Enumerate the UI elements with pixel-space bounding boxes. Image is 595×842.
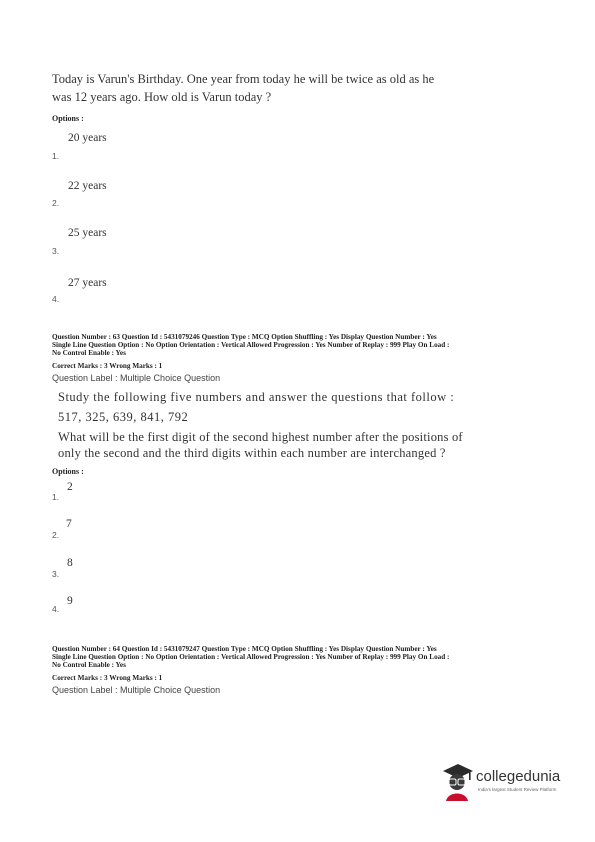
option-value: 22 years [68, 180, 107, 192]
option-value: 2 [67, 481, 73, 493]
option-number: 2. [52, 530, 60, 540]
question-64-meta-line2: Single Line Question Option : No Option Orientation : Vertical Allowed Progression : Yes Number of Replay : 999 Play On Load : [52, 653, 450, 661]
question-63-meta-line3: No Control Enable : Yes [52, 349, 126, 357]
question-63-text-line3: What will be the first digit of the second highest number after the positions of [58, 430, 463, 444]
question-63-text-line4: only the second and the third digits within each number are interchanged ? [58, 446, 446, 460]
option-value: 27 years [68, 277, 107, 289]
question-62-text-line2: was 12 years ago. How old is Varun today ? [52, 90, 272, 104]
question-63-label: Question Label : Multiple Choice Question [52, 373, 221, 383]
question-63-meta-line1: Question Number : 63 Question Id : 5431079246 Question Type : MCQ Option Shuffling : Yes Display Question Number : Yes [52, 333, 437, 341]
question-64-marks: Correct Marks : 3 Wrong Marks : 1 [52, 674, 163, 682]
question-64-meta-line3: No Control Enable : Yes [52, 661, 126, 669]
question-64-label: Question Label : Multiple Choice Question [52, 685, 221, 695]
option-number: 1. [52, 151, 60, 161]
option-value: 7 [66, 518, 72, 530]
option-number: 4. [52, 604, 60, 614]
logo-name: collegedunia [476, 768, 561, 785]
option-value: 8 [67, 557, 73, 569]
option-value: 9 [67, 595, 73, 607]
option-number: 4. [52, 294, 60, 304]
question-62-text-line1: Today is Varun's Birthday. One year from today he will be twice as old as he [52, 72, 435, 86]
options-label: Options : [52, 467, 84, 476]
question-63-text-line1: Study the following five numbers and answer the questions that follow : [58, 390, 455, 404]
collegedunia-logo [440, 760, 560, 808]
graduate-mascot-icon [440, 762, 474, 806]
option-value: 25 years [68, 227, 107, 239]
question-63-numbers: 517, 325, 639, 841, 792 [58, 410, 189, 424]
option-number: 3. [52, 246, 60, 256]
option-number: 3. [52, 569, 60, 579]
question-64-meta-line1: Question Number : 64 Question Id : 5431079247 Question Type : MCQ Option Shuffling : Yes Display Question Number : Yes [52, 645, 437, 653]
option-number: 1. [52, 492, 60, 502]
question-63-meta-line2: Single Line Question Option : No Option Orientation : Vertical Allowed Progression : Yes Number of Replay : 999 Play On Load : [52, 341, 450, 349]
option-value: 20 years [68, 132, 107, 144]
question-63-marks: Correct Marks : 3 Wrong Marks : 1 [52, 362, 163, 370]
options-label: Options : [52, 114, 84, 123]
option-number: 2. [52, 198, 60, 208]
logo-tagline: India's largest Student Review Platform [478, 787, 557, 792]
